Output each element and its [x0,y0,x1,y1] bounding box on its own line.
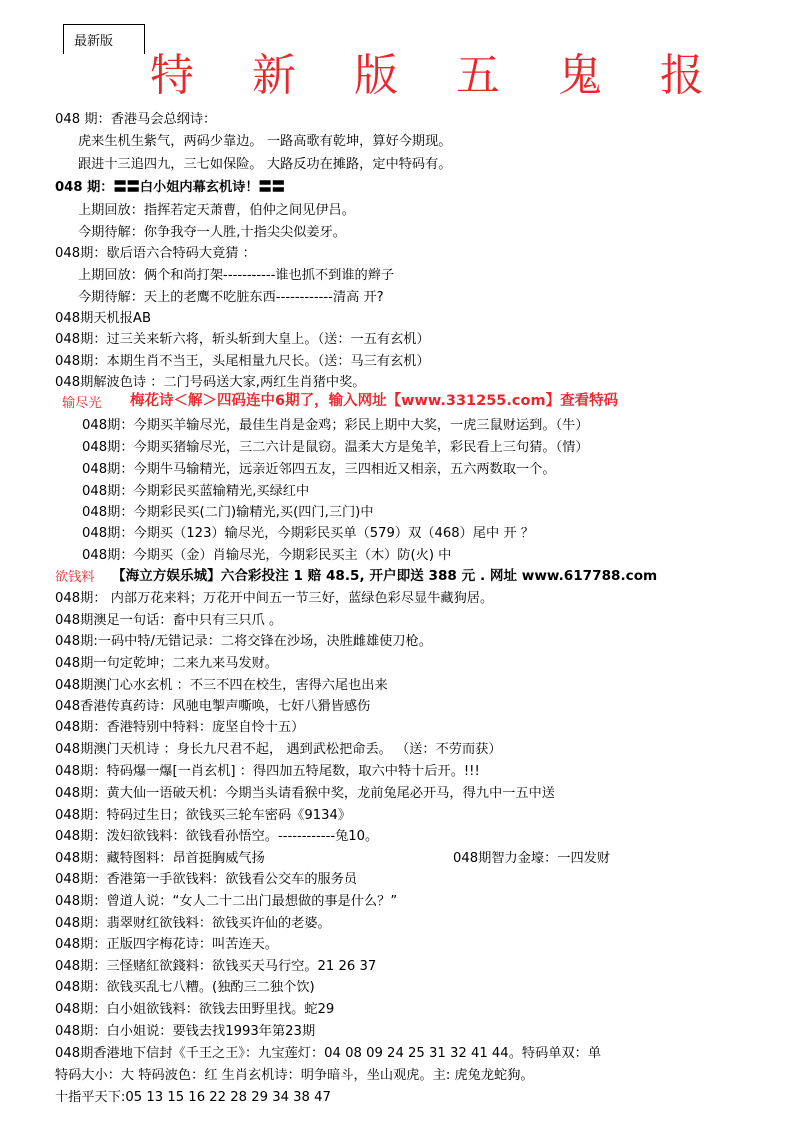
text-line: 048期澳足一句话：畜中只有三只爪 。 [55,613,283,628]
text-line: 048期：今期彩民买(二门)输精光,买(四门,三门)中 [82,505,374,520]
text-line: 048期：黄大仙一语破天机：今期当头请看猴中奖，龙前兔尾必开马，得九中一五中送 [55,786,555,801]
text-line: 今期待解：你争我夺一人胜,十指尖尖似姜牙。 [78,225,346,240]
side-note: 048期智力金壕：一四发财 [453,851,611,866]
text-line: 048期： 内部万花来料；万花开中间五一节三好，蓝绿色彩尽显牛藏狗居。 [55,591,494,606]
text-line: 048期：今期买（金）肖输尽光，今期彩民买主（木）防(火) 中 [82,548,452,563]
text-line: 048期：过三关来斩六将，斩头斩到大皇上。（送：一五有玄机） [55,332,430,347]
text-line: 048期一句定乾坤；二来九来马发财。 [55,656,278,671]
text-line: 048期香港地下信封《千王之王》：九宝莲灯：04 08 09 24 25 31 32 41 44。特码单双：单 [55,1046,602,1061]
text-line: 048 期：香港马会总纲诗： [55,112,217,127]
text-line: 048期：正版四字梅花诗：叫苦连天。 [55,937,278,952]
text-line: 048期：本期生肖不当王，头尾相量九尺长。（送：马三有玄机） [55,354,430,369]
text-line: 048期：翡翠财红欲钱料：欲钱买许仙的老婆。 [55,916,331,931]
text-line: 十指平天下:05 13 15 16 22 28 29 34 38 47 [55,1090,331,1105]
text-line: 048期：今期买猪输尽光，三二六计是鼠窃。温柔大方是兔羊，彩民看上三句猜。（情） [82,440,589,455]
text-line: 048 期：〓〓白小姐内幕玄机诗！〓〓 [55,180,285,195]
text-line: 上期回放：指挥若定天萧曹，伯仲之间见伊吕。 [78,203,355,218]
text-line: 048期：泼妇欲钱料：欲钱看孙悟空。------------兔10。 [55,829,379,844]
text-line: 048期：白小姐欲钱料：欲钱去田野里找。蛇29 [55,1002,335,1017]
version-badge: 最新版 [63,24,145,54]
text-line: 048期:一码中特/无错记录：二将交锋在沙场，决胜雌雄使刀枪。 [55,634,432,649]
text-line: 048期：今期彩民买蓝输精光,买绿红中 [82,484,310,499]
text-line: 048期：香港特别中特料：庞坚自怜十五） [55,720,305,735]
text-line: 048香港传真药诗：风驰电掣声嘶唤，七奸八猾皆感伤 [55,699,371,714]
text-line: 048期：曾道人说：“女人二十二出门最想做的事是什么？” [55,894,398,909]
section-label: 输尽光 [62,396,102,411]
text-line: 048期：特码爆一爆[一肖玄机] ：得四加五特尾数，取六中特十后开。!!! [55,764,480,779]
text-line: 048期：今期买羊输尽光，最佳生肖是金鸡；彩民上期中大奖，一虎三鼠财运到。（牛） [82,418,589,433]
text-line: 特码大小：大 特码波色：红 生肖玄机诗：明争暗斗，坐山观虎。主: 虎兔龙蛇狗。 [55,1068,534,1083]
text-line: 048期：特码过生日；欲钱买三轮车密码《9134》 [55,808,352,823]
text-line: 048期澳门心水玄机 ：不三不四在校生，害得六尾也出来 [55,678,388,693]
text-line: 048期：三怪赌紅欲錢料：欲钱买天马行空。21 26 37 [55,959,377,974]
section-label: 欲钱料 [55,570,95,585]
text-line: 048期：今期牛马输精光，远亲近邻四五友，三四相近又相亲，五六两数取一个。 [82,462,556,477]
text-line: 048期：白小姐说：要钱去找1993年第23期 [55,1024,316,1039]
ad-banner[interactable]: 梅花诗＜解＞四码连中6期了，输入网址【www.331255.com】查看特码 [130,393,619,409]
text-line: 跟进十三追四九，三七如保险。 大路反功在摊路，定中特码有。 [78,157,452,172]
text-line: 048期：欲钱买乱七八糟。(独酌三二独个饮) [55,980,315,995]
text-line: 048期：歇后语六合特码大竟猜 ： [55,246,256,261]
text-line: 048期：藏特图料：昂首挺胸威气扬 [55,851,265,866]
page-title: 特 新 版 五 鬼 报 [150,50,726,101]
ad-banner[interactable]: 【海立方娱乐城】六合彩投注 1 赔 48.5, 开户即送 388 元 . 网址 www.617788.com [112,568,658,584]
text-line: 今期待解：天上的老鹰不吃脏东西------------清高 开? [78,290,384,305]
text-line: 048期澳门天机诗 ：身长九尺君不起， 遇到武松把命丢。 （送：不劳而获） [55,742,502,757]
text-line: 虎来生机生紫气，两码少靠边。 一路高歌有乾坤，算好今期现。 [78,134,452,149]
text-line: 048期：香港第一手欲钱料：欲钱看公交车的服务员 [55,872,358,887]
text-line: 048期：今期买（123）输尽光，今期彩民买单（579）双（468）尾中 开 ？ [82,526,534,541]
text-line: 048期天机报AB [55,311,151,326]
text-line: 048期解波色诗 ：二门号码送大家,两红生肖猪中奖。 [55,375,366,390]
text-line: 上期回放：俩个和尚打架-----------谁也抓不到谁的辫子 [78,268,395,283]
